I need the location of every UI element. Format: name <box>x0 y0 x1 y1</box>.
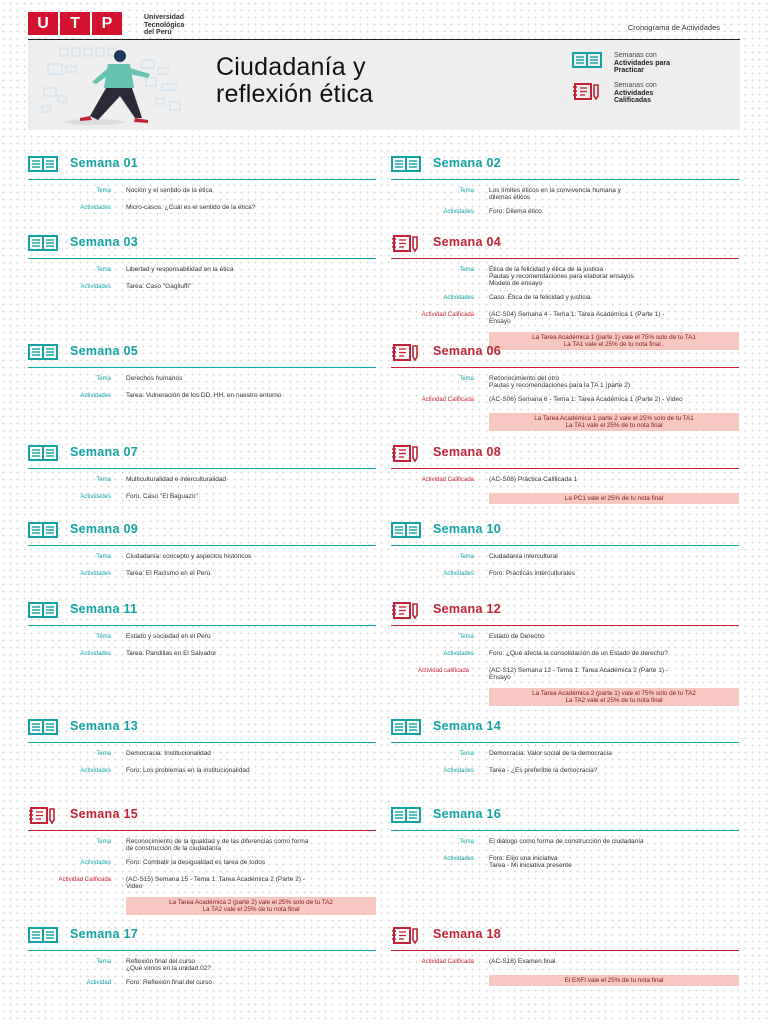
text-line: Foro: Elijo una iniciativa <box>489 855 558 862</box>
tema-label: Tema <box>459 839 474 845</box>
open-book-icon <box>391 807 421 823</box>
week-title: Semana 13 <box>70 719 139 733</box>
activities-label: Actividades <box>443 651 474 657</box>
text-line: Democracia: Institucionalidad <box>126 750 211 757</box>
activities-label: Actividades <box>80 393 111 399</box>
week-header <box>28 522 376 538</box>
week-13-block <box>28 719 376 777</box>
text-line: Tarea - Mi iniciativa presente <box>489 862 572 869</box>
week-10-block <box>391 522 739 580</box>
activities-value <box>489 855 739 869</box>
tema-row <box>28 266 376 276</box>
week-title: Semana 05 <box>70 344 139 358</box>
activities-row <box>28 767 376 777</box>
open-book-icon <box>391 522 421 538</box>
course-title-line: reflexión ética <box>216 80 374 108</box>
week-17-block <box>28 927 376 989</box>
week-title: Semana 04 <box>433 235 502 249</box>
week-divider <box>391 742 739 743</box>
week-header <box>391 719 739 735</box>
week-title: Semana 01 <box>70 156 139 170</box>
graded-activity-value <box>126 876 376 890</box>
week-divider <box>391 545 739 546</box>
week-header <box>391 156 739 172</box>
tema-label: Tema <box>459 751 474 757</box>
course-title-line: Ciudadanía y <box>216 53 366 81</box>
activities-row <box>28 650 376 660</box>
activities-value <box>126 493 376 500</box>
week-header <box>391 522 739 538</box>
tema-label: Tema <box>96 751 111 757</box>
graded-activity-label: Actividad Calificada <box>421 312 474 318</box>
text-line: de construcción de la ciudadanía <box>126 845 222 852</box>
logo-letter-p: P <box>92 12 122 35</box>
activities-value <box>489 570 739 577</box>
graded-notebook-icon <box>572 82 602 100</box>
text-line: Ensayo <box>489 674 511 681</box>
graded-activity-row <box>391 396 739 406</box>
text-line: Tarea: Vulneración de los DD. HH. en nuestro entorno <box>126 392 282 399</box>
legend-practice <box>572 52 722 82</box>
text-line: (AC-S04) Semana 4 - Tema 1: Tarea Académica 1 (Parte 1) - <box>489 311 665 318</box>
week-title: Semana 14 <box>433 719 502 733</box>
tema-row <box>28 553 376 563</box>
week-divider <box>28 950 376 951</box>
week-title: Semana 06 <box>433 344 502 358</box>
week-title: Semana 08 <box>433 445 502 459</box>
open-book-icon <box>28 156 58 172</box>
grade-weight-note <box>489 975 739 986</box>
activities-row <box>28 493 376 503</box>
week-divider <box>391 367 739 368</box>
graded-activity-row <box>28 876 376 890</box>
week-01-block <box>28 156 376 214</box>
tema-row <box>391 553 739 563</box>
activities-value <box>489 208 739 215</box>
text-line: Estado de Derecho <box>489 633 545 640</box>
week-divider <box>391 830 739 831</box>
activities-value <box>126 570 376 577</box>
week-title: Semana 18 <box>433 927 502 941</box>
activities-label: Actividades <box>80 571 111 577</box>
grade-weight-note <box>489 688 739 706</box>
grade-weight-note <box>126 897 376 915</box>
tema-label: Tema <box>459 634 474 640</box>
activities-label: Actividades <box>443 295 474 301</box>
week-title: Semana 07 <box>70 445 139 459</box>
week-title: Semana 17 <box>70 927 139 941</box>
week-03-block <box>28 235 376 293</box>
week-08-block <box>391 445 739 504</box>
week-04-block <box>391 235 739 350</box>
text-line: Pautas y recomendaciones para la TA 1 (parte 2) <box>489 382 631 389</box>
week-18-block <box>391 927 739 986</box>
activities-row <box>28 570 376 580</box>
text-line: Derechos humanos <box>126 375 183 382</box>
activities-label: Actividades <box>443 209 474 215</box>
activities-label: Actividades <box>80 284 111 290</box>
graded-activity-value <box>489 396 739 403</box>
tema-value <box>489 266 739 287</box>
text-line: La TA2 vale el 25% de tu nota final <box>202 906 300 913</box>
tema-value <box>126 375 376 382</box>
walking-person-illustration <box>38 44 198 126</box>
tema-label: Tema <box>459 554 474 560</box>
text-line: Modelo de ensayo <box>489 280 543 287</box>
week-divider <box>28 367 376 368</box>
week-header <box>391 602 739 618</box>
activities-label: Actividades <box>80 860 111 866</box>
graded-notebook-icon <box>28 807 58 825</box>
week-header <box>28 344 376 360</box>
tema-value <box>126 187 376 194</box>
hero-banner <box>28 40 740 130</box>
open-book-icon <box>28 445 58 461</box>
text-line: Tarea: Caso "Gagliuffi" <box>126 283 192 290</box>
graded-activity-row <box>391 958 739 968</box>
logo-letter-u: U <box>28 12 58 35</box>
activities-value <box>126 767 376 774</box>
graded-notebook-icon <box>391 344 421 362</box>
university-name-line: Tecnológica <box>144 21 185 29</box>
tema-row <box>391 633 739 643</box>
activities-value <box>126 859 376 866</box>
activities-value <box>489 650 739 657</box>
tema-row <box>28 838 376 852</box>
tema-value <box>126 553 376 560</box>
text-line: (AC-S15) Semana 15 - Tema 1: Tarea Académica 2 (Parte 2) - <box>126 876 305 883</box>
tema-label: Tema <box>459 376 474 382</box>
week-divider <box>28 742 376 743</box>
text-line: Libertad y responsabilidad en la ética <box>126 266 234 273</box>
week-header <box>391 235 739 251</box>
activities-row <box>391 855 739 869</box>
week-title: Semana 16 <box>433 807 502 821</box>
open-book-icon <box>28 927 58 943</box>
legend-line: Semanas con <box>614 52 657 59</box>
legend-line: Semanas con <box>614 82 657 89</box>
activities-row <box>391 767 739 777</box>
activities-row <box>391 208 739 218</box>
open-book-icon <box>391 719 421 735</box>
tema-value <box>489 375 739 389</box>
week-divider <box>28 468 376 469</box>
tema-label: Tema <box>96 634 111 640</box>
activities-label: Actividades <box>80 651 111 657</box>
tema-value <box>126 838 376 852</box>
text-line: ¿Qué vimos en la unidad 02? <box>126 965 211 972</box>
tema-row <box>28 187 376 197</box>
activities-row <box>391 570 739 580</box>
legend-line: Actividades <box>614 89 654 97</box>
week-05-block <box>28 344 376 402</box>
logo-letter-t: T <box>60 12 90 35</box>
week-12-block <box>391 602 739 706</box>
graded-activity-value <box>489 667 739 681</box>
text-line: Foro: Caso "El Baguazo" <box>126 493 198 500</box>
week-header <box>391 445 739 461</box>
text-line: Ciudadanía intercultural <box>489 553 558 560</box>
grade-weight-note <box>489 413 739 431</box>
text-line: Estado y sociedad en el Perú <box>126 633 211 640</box>
tema-row <box>391 375 739 389</box>
activities-value <box>126 979 376 986</box>
graded-activity-label: Actividad Calificada <box>421 397 474 403</box>
text-line: Foro: Reflexión final del curso <box>126 979 212 986</box>
text-line: (AC-S06) Semana 6 - Tema 1: Tarea Académica 1 (Parte 2) - Video <box>489 396 683 403</box>
course-title <box>216 54 373 108</box>
open-book-icon <box>391 156 421 172</box>
text-line: Tarea: El Racismo en el Perú <box>126 570 211 577</box>
text-line: Foro: Los problemas en la institucionalidad <box>126 767 250 774</box>
grade-weight-note <box>489 493 739 504</box>
week-06-block <box>391 344 739 431</box>
activities-value <box>126 204 376 211</box>
text-line: La TA1 vale el 25% de tu nota final <box>565 422 663 429</box>
text-line: La PC1 vale el 25% de tu nota final <box>564 495 664 502</box>
graded-activity-label: Actividad Calificada <box>58 877 111 883</box>
week-15-block <box>28 807 376 915</box>
week-title: Semana 02 <box>433 156 502 170</box>
week-16-block <box>391 807 739 869</box>
text-line: Ética de la felicidad y ética de la justicia <box>489 266 604 273</box>
activities-label: Actividades <box>443 768 474 774</box>
text-line: Reconocimiento del otro <box>489 375 560 382</box>
open-book-icon <box>28 344 58 360</box>
activities-row <box>28 979 376 989</box>
week-divider <box>28 545 376 546</box>
text-line: Tarea: Pandillas en El Salvador <box>126 650 217 657</box>
activities-value <box>489 294 739 301</box>
legend-line: Practicar <box>614 67 644 74</box>
tema-value <box>489 633 739 640</box>
text-line: (AC-S08) Práctica Calificada 1 <box>489 476 578 483</box>
legend-line: Actividades para <box>614 59 671 67</box>
university-name-line: Universidad <box>144 14 185 21</box>
tema-value <box>489 838 739 845</box>
activities-label: Actividades <box>80 205 111 211</box>
text-line: Micro-casos: ¿Cuál es el sentido de la ética? <box>126 204 256 211</box>
activities-value <box>126 650 376 657</box>
university-name <box>144 14 214 37</box>
graded-activity-label: Actividad Calificada <box>421 477 474 483</box>
text-line: Reflexión final del curso <box>126 958 196 965</box>
week-header <box>28 719 376 735</box>
text-line: La Tarea Académica 2 (parte 2) vale el 25% solo de tu TA2 <box>169 899 333 906</box>
activities-row <box>28 283 376 293</box>
tema-value <box>489 187 739 201</box>
tema-value <box>126 476 376 483</box>
week-02-block <box>391 156 739 218</box>
open-book-icon <box>28 235 58 251</box>
utp-logo <box>28 12 124 35</box>
top-bar <box>28 12 740 38</box>
text-line: Multiculturalidad e interculturalidad <box>126 476 227 483</box>
activities-value <box>489 767 739 774</box>
week-title: Semana 09 <box>70 522 139 536</box>
tema-value <box>489 553 739 560</box>
tema-row <box>391 750 739 760</box>
week-11-block <box>28 602 376 660</box>
text-line: El diálogo como forma de construcción de ciudadanía <box>489 838 644 845</box>
legend-practice-label <box>614 52 670 75</box>
week-header <box>391 807 739 823</box>
graded-activity-label: Actividad Calificada <box>421 959 474 965</box>
tema-label: Tema <box>96 267 111 273</box>
tema-value <box>489 750 739 757</box>
text-line: (AC-S18) Examen final <box>489 958 556 965</box>
tema-label: Tema <box>96 477 111 483</box>
activities-label: Actividades <box>443 571 474 577</box>
text-line: (AC-S12) Semana 12 - Tema 1: Tarea Académica 2 (Parte 1) - <box>489 667 668 674</box>
week-header <box>28 807 376 823</box>
tema-value <box>126 958 376 972</box>
graded-notebook-icon <box>391 445 421 463</box>
week-title: Semana 11 <box>70 602 138 616</box>
week-divider <box>28 625 376 626</box>
open-book-icon <box>572 52 602 68</box>
text-line: Foro: Combatir la desigualdad es tarea de todos <box>126 859 266 866</box>
week-header <box>391 344 739 360</box>
week-divider <box>391 468 739 469</box>
week-divider <box>391 179 739 180</box>
text-line: Foro: Dilema ético <box>489 208 542 215</box>
tema-value <box>126 750 376 757</box>
week-divider <box>28 830 376 831</box>
text-line: La TA1 vale el 25% de tu nota final . <box>563 341 665 348</box>
tema-label: Tema <box>459 267 474 273</box>
week-07-block <box>28 445 376 503</box>
activities-row <box>28 392 376 402</box>
week-header <box>28 235 376 251</box>
week-09-block <box>28 522 376 580</box>
week-header <box>28 602 376 618</box>
activities-row <box>391 294 739 304</box>
text-line: Pautas y recomendaciones para elaborar ensayos <box>489 273 634 280</box>
text-line: dilemas éticos <box>489 194 531 201</box>
tema-row <box>28 375 376 385</box>
legend-graded-label <box>614 82 657 105</box>
text-line: Foro: ¿Qué afecta la consolidación de un Estado de derecho? <box>489 650 668 657</box>
week-divider <box>28 258 376 259</box>
graded-activity-row <box>391 667 739 681</box>
text-line: Video <box>126 883 143 890</box>
open-book-icon <box>28 602 58 618</box>
legend-line: Calificadas <box>614 97 651 104</box>
tema-label: Tema <box>96 554 111 560</box>
activities-label: Actividades <box>80 494 111 500</box>
tema-row <box>28 633 376 643</box>
text-line: Noción y el sentido de la ética <box>126 187 213 194</box>
text-line: La Tarea Académica 1 (parte 1) vale el 75% solo de tu TA1 <box>532 334 696 341</box>
activities-row <box>28 204 376 214</box>
week-title: Semana 15 <box>70 807 139 821</box>
week-title: Semana 03 <box>70 235 139 249</box>
tema-label: Tema <box>459 188 474 194</box>
week-title: Semana 12 <box>433 602 502 616</box>
text-line: Reconocimiento de la igualdad y de las diferencias como forma <box>126 838 309 845</box>
text-line: Caso: Ética de la felicidad y justicia <box>489 294 591 301</box>
week-divider <box>28 179 376 180</box>
text-line: Ciudadanía: concepto y aspectos históricos <box>126 553 252 560</box>
week-header <box>391 927 739 943</box>
text-line: El EXFI vale el 25% de tu nota final <box>564 977 664 984</box>
activities-label: Actividades <box>80 768 111 774</box>
week-header <box>28 445 376 461</box>
graded-notebook-icon <box>391 602 421 620</box>
tema-label: Tema <box>96 188 111 194</box>
tema-row <box>391 838 739 848</box>
activities-value <box>126 392 376 399</box>
week-header <box>28 927 376 943</box>
tema-row <box>28 750 376 760</box>
open-book-icon <box>28 522 58 538</box>
activities-label: Actividad <box>86 980 111 986</box>
schedule-title: Cronograma de Actividades <box>627 23 720 32</box>
activities-row <box>391 650 739 660</box>
text-line: Tarea - ¿Es preferible la democracia? <box>489 767 598 774</box>
tema-label: Tema <box>96 376 111 382</box>
graded-activity-value <box>489 958 739 965</box>
open-book-icon <box>28 719 58 735</box>
text-line: La Tarea Académica 2 (parte 1) vale el 75% solo de tu TA2 <box>532 690 696 697</box>
week-divider <box>391 258 739 259</box>
tema-label: Tema <box>96 959 111 965</box>
graded-notebook-icon <box>391 927 421 945</box>
activities-value <box>126 283 376 290</box>
graded-activity-row <box>391 311 739 325</box>
text-line: Los límites éticos en la convivencia humana y <box>489 187 621 194</box>
activities-label: Actividades <box>443 856 474 862</box>
week-divider <box>391 625 739 626</box>
tema-value <box>126 633 376 640</box>
week-14-block <box>391 719 739 777</box>
activities-row <box>28 859 376 869</box>
university-name-line: del Perú <box>144 29 172 36</box>
tema-row <box>28 476 376 486</box>
week-title: Semana 10 <box>433 522 502 536</box>
week-divider <box>391 950 739 951</box>
text-line: Democracia: Valor social de la democracia <box>489 750 612 757</box>
graded-notebook-icon <box>391 235 421 253</box>
text-line: Foro: Practicas interculturales <box>489 570 575 577</box>
graded-activity-label: Actividad calificada <box>417 668 469 674</box>
text-line: La TA2 vale el 25% de tu nota final <box>565 697 663 704</box>
graded-activity-row <box>391 476 739 486</box>
text-line: Ensayo <box>489 318 511 325</box>
text-line: La Tarea Académica 1 parte 2 vale el 25% solo de tu TA1 <box>534 415 694 422</box>
tema-label: Tema <box>96 839 111 845</box>
legend-graded <box>572 82 722 112</box>
tema-row <box>391 266 739 287</box>
tema-value <box>126 266 376 273</box>
graded-activity-value <box>489 311 739 325</box>
tema-row <box>391 187 739 201</box>
graded-activity-value <box>489 476 739 483</box>
tema-row <box>28 958 376 972</box>
week-header <box>28 156 376 172</box>
